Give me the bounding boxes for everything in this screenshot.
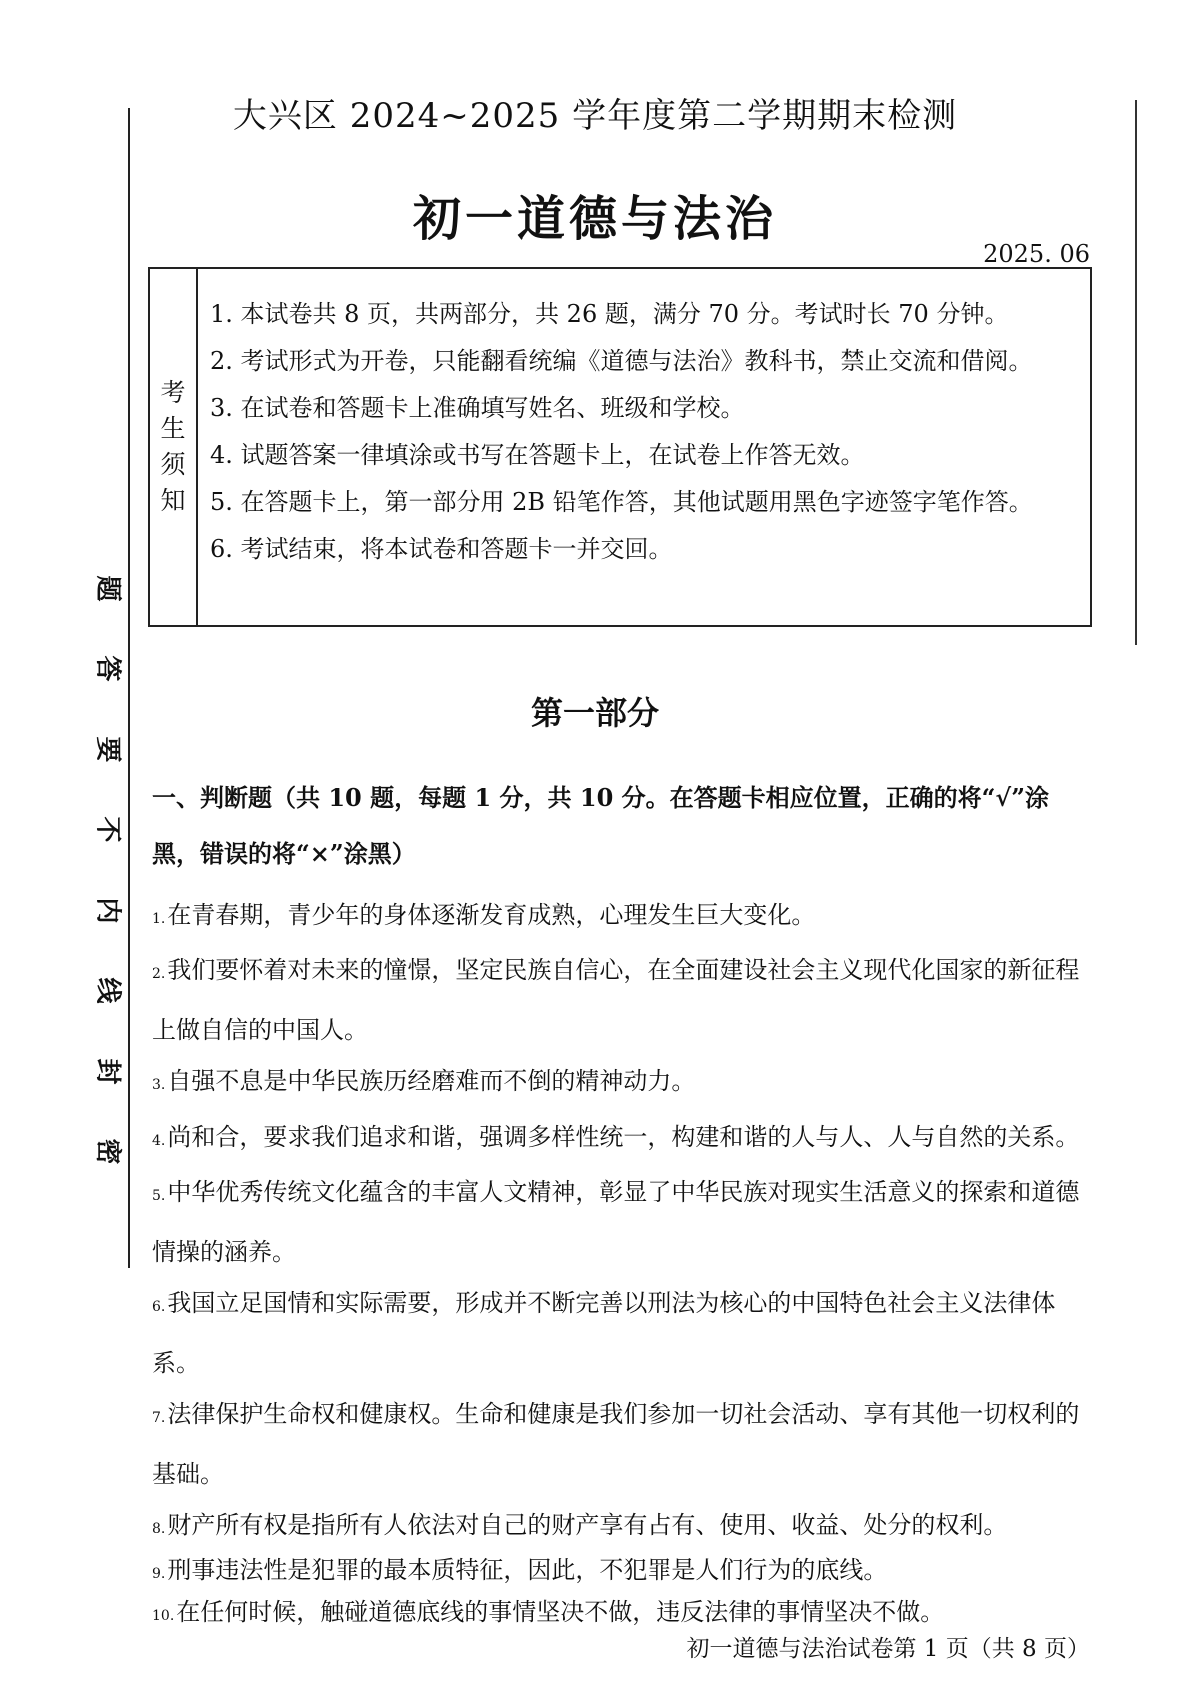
notice-label-char: 生 xyxy=(160,414,186,443)
subject-title: 初一道德与法治 xyxy=(412,191,777,247)
seal-line-warning xyxy=(88,570,132,1170)
question-item xyxy=(152,887,1097,947)
question-text: 在任何时候，触碰道德底线的事情坚决不做，违反法律的事情坚决不做。 xyxy=(176,1598,945,1626)
section-heading: 一、判断题（共 10 题，每题 1 分，共 10 分。在答题卡相应位置，正确的将“√”涂黑，错误的将“×”涂黑） xyxy=(152,783,1050,868)
question-text: 自强不息是中华民族历经磨难而不倒的精神动力。 xyxy=(167,1067,696,1095)
question-text: 法律保护生命权和健康权。生命和健康是我们参加一切社会活动、享有其他一切权利的基础。 xyxy=(152,1400,1080,1488)
question-number: 9. xyxy=(152,1566,166,1582)
question-item xyxy=(152,942,1097,1058)
question-item xyxy=(152,1164,1097,1280)
notice-item: 2. 考试形式为开卷，只能翻看统编《道德与法治》教科书，禁止交流和借阅。 xyxy=(210,347,1033,375)
page-footer: 初一道德与法治试卷第 1 页（共 8 页） xyxy=(686,1636,1090,1662)
seal-char: 内 xyxy=(92,897,123,924)
part-title: 第一部分 xyxy=(530,694,659,732)
seal-char: 题 xyxy=(92,575,123,602)
question-item xyxy=(152,1109,1097,1169)
question-number: 7. xyxy=(152,1410,166,1426)
seal-char: 封 xyxy=(92,1058,123,1085)
question-text: 尚和合，要求我们追求和谐，强调多样性统一，构建和谐的人与人、人与自然的关系。 xyxy=(167,1123,1080,1151)
question-text: 在青春期，青少年的身体逐渐发育成熟，心理发生巨大变化。 xyxy=(167,901,816,929)
notice-item: 1. 本试卷共 8 页，共两部分，共 26 题，满分 70 分。考试时长 70 分钟。 xyxy=(210,300,1009,328)
notice-label-char: 考 xyxy=(160,378,186,407)
question-item xyxy=(152,1386,1097,1502)
question-item xyxy=(152,1275,1097,1391)
notice-list xyxy=(210,291,1080,573)
question-text: 我们要怀着对未来的憧憬，坚定民族自信心，在全面建设社会主义现代化国家的新征程上做自信的中国人。 xyxy=(152,956,1080,1044)
question-number: 5. xyxy=(152,1188,166,1204)
question-number: 1. xyxy=(152,911,166,927)
question-number: 8. xyxy=(152,1521,166,1537)
notice-item: 3. 在试卷和答题卡上准确填写姓名、班级和学校。 xyxy=(210,394,745,422)
exam-title: 大兴区 2024~2025 学年度第二学期期末检测 xyxy=(232,96,958,136)
question-number: 6. xyxy=(152,1299,166,1315)
notice-item: 5. 在答题卡上，第一部分用 2B 铅笔作答，其他试题用黑色字迹签字笔作答。 xyxy=(210,488,1033,516)
candidate-notice-box xyxy=(148,267,1092,627)
question-text: 我国立足国情和实际需要，形成并不断完善以刑法为核心的中国特色社会主义法律体系。 xyxy=(152,1289,1056,1377)
question-number: 2. xyxy=(152,966,166,982)
question-number: 10. xyxy=(152,1608,175,1624)
question-number: 3. xyxy=(152,1077,166,1093)
question-item xyxy=(152,1053,1097,1113)
notice-item: 6. 考试结束，将本试卷和答题卡一并交回。 xyxy=(210,535,673,563)
seal-char: 线 xyxy=(92,977,123,1004)
notice-label-char: 须 xyxy=(160,450,186,479)
question-text: 中华优秀传统文化蕴含的丰富人文精神，彰显了中华民族对现实生活意义的探索和道德情操的涵养。 xyxy=(152,1178,1080,1266)
exam-date: 2025. 06 xyxy=(983,240,1090,268)
notice-label xyxy=(150,269,198,625)
seal-char: 要 xyxy=(92,736,123,763)
notice-label-char: 知 xyxy=(160,486,186,515)
seal-char: 答 xyxy=(92,655,123,682)
notice-item: 4. 试题答案一律填涂或书写在答题卡上，在试卷上作答无效。 xyxy=(210,441,865,469)
seal-char: 密 xyxy=(92,1138,123,1165)
question-text: 刑事违法性是犯罪的最本质特征，因此，不犯罪是人们行为的底线。 xyxy=(167,1556,888,1584)
question-number: 4. xyxy=(152,1133,166,1149)
question-text: 财产所有权是指所有人依法对自己的财产享有占有、使用、收益、处分的权利。 xyxy=(167,1511,1008,1539)
seal-char: 不 xyxy=(92,816,123,843)
